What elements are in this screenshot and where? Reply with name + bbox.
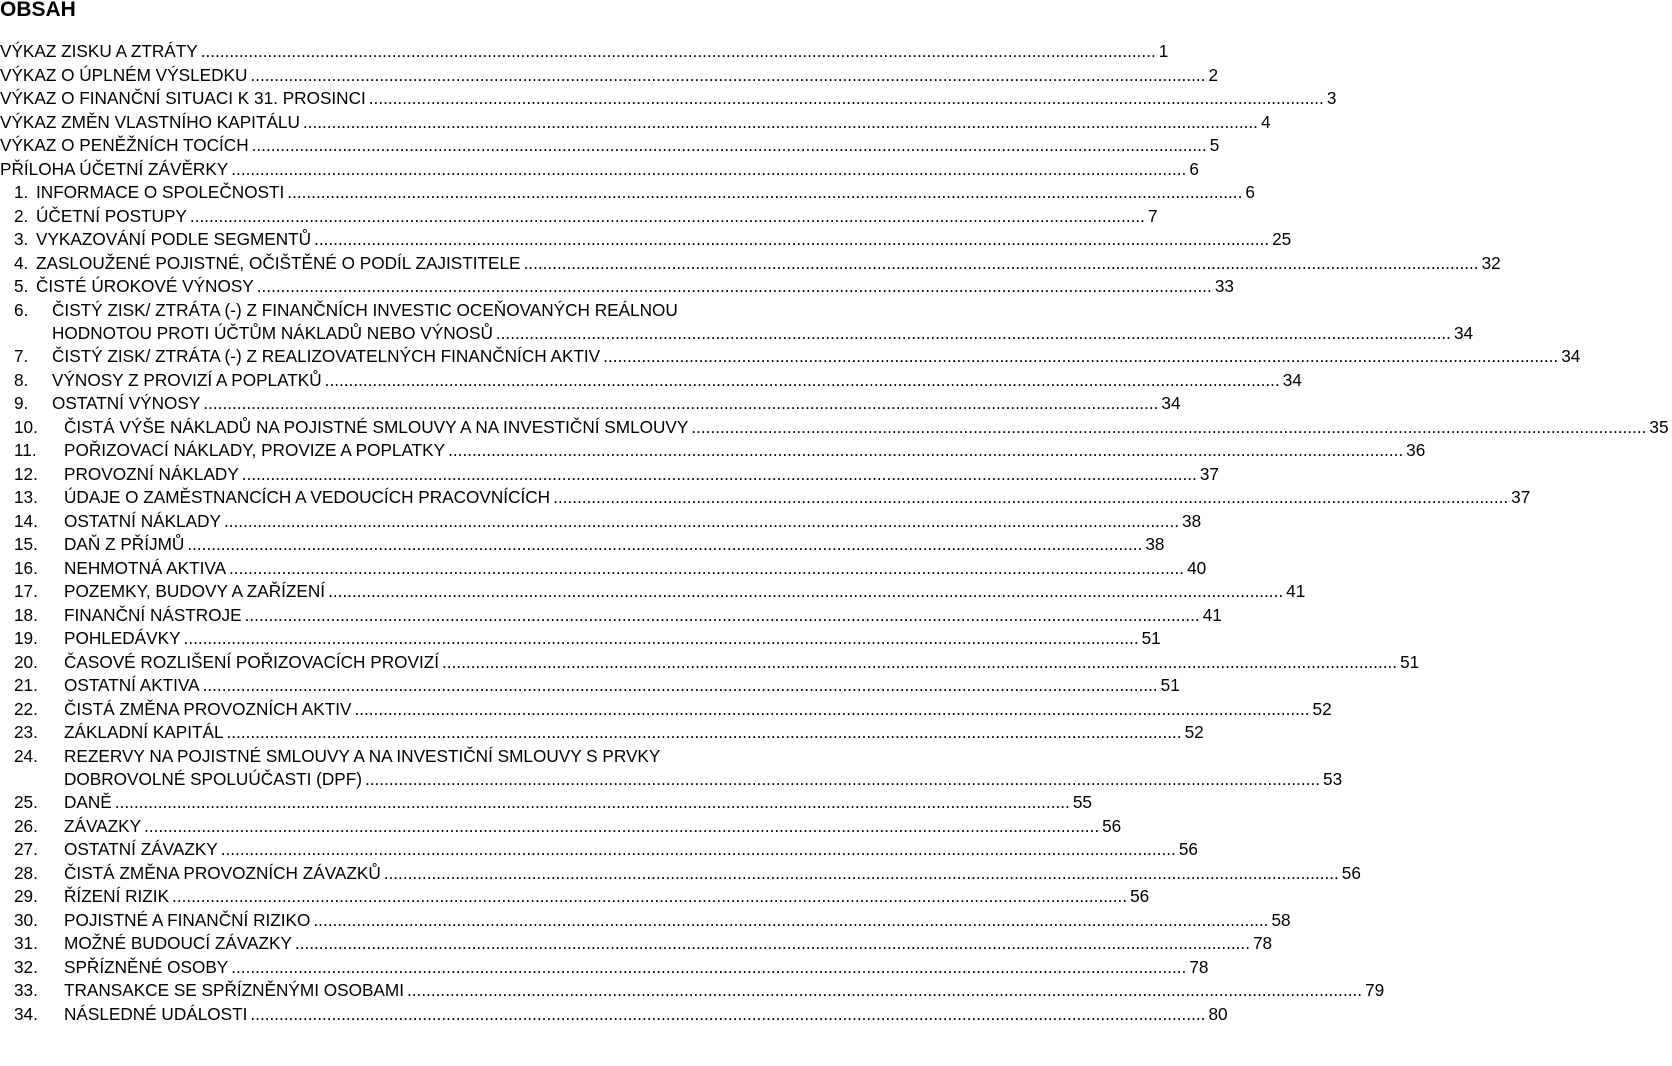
toc-entry[interactable] <box>0 392 1181 416</box>
toc-entry[interactable] <box>0 345 1581 369</box>
toc-entry-number: 2. <box>14 205 29 226</box>
toc-entry-number: 32. <box>14 956 38 977</box>
toc-leader-dots <box>201 40 1156 64</box>
toc-entry[interactable] <box>0 463 1219 487</box>
toc-entry-number: 24. <box>14 745 38 766</box>
toc-entry-title: NÁSLEDNÉ UDÁLOSTI <box>64 1003 248 1024</box>
toc-entry[interactable] <box>0 862 1361 886</box>
toc-entry[interactable] <box>0 745 1343 792</box>
toc-entry[interactable] <box>0 181 1255 205</box>
toc-entry-page: 6 <box>1189 158 1199 179</box>
toc-entry-page: 2 <box>1208 64 1219 85</box>
toc-entry-page: 5 <box>1209 135 1220 155</box>
toc-entry-title: ZÁVAZKY <box>64 815 142 836</box>
toc-entry-title: ÚČETNÍ POSTUPY <box>36 205 187 226</box>
toc-leader-dots <box>448 439 1403 463</box>
toc-leader-dots <box>691 416 1646 440</box>
toc-entry-title: DANĚ <box>64 792 112 812</box>
toc-entry-page: 38 <box>1145 534 1165 554</box>
toc-entry[interactable] <box>0 909 1291 933</box>
toc-entry-title: OSTATNÍ VÝNOSY <box>52 393 201 413</box>
toc-entry-page: 33 <box>1214 276 1234 296</box>
toc-leader-dots <box>190 205 1145 229</box>
toc-entry-number: 5. <box>14 276 29 296</box>
toc-entry-title: ČISTÝ ZISK/ ZTRÁTA (-) Z FINANČNÍCH INVESTIC OCEŇOVANÝCH REÁLNOU <box>52 299 678 320</box>
toc-entry-title: INFORMACE O SPOLEČNOSTI <box>36 182 285 202</box>
toc-entry-title: MOŽNÉ BUDOUCÍ ZÁVAZKY <box>64 933 292 953</box>
toc-leader-dots <box>553 486 1508 510</box>
toc-entry-number: 18. <box>14 604 38 625</box>
toc-leader-dots <box>354 698 1309 722</box>
toc-entry-page: 51 <box>1400 651 1420 672</box>
toc-entry[interactable] <box>0 979 1385 1003</box>
toc-entry-title: PŘÍLOHA ÚČETNÍ ZÁVĚRKY <box>0 158 229 179</box>
toc-entry-number: 19. <box>14 628 38 648</box>
toc-entry-title: POJISTNÉ A FINANČNÍ RIZIKO <box>64 909 311 930</box>
toc-entry-title: DAŇ Z PŘÍJMŮ <box>64 534 185 554</box>
table-of-contents <box>0 40 1669 1026</box>
toc-entry-page: 6 <box>1245 182 1255 202</box>
toc-entry-title: ČISTÁ ZMĚNA PROVOZNÍCH ZÁVAZKŮ <box>64 862 381 883</box>
toc-leader-dots <box>407 979 1362 1003</box>
toc-entry-page: 52 <box>1312 698 1332 719</box>
toc-entry-text <box>64 745 1345 792</box>
toc-leader-dots <box>314 228 1269 252</box>
toc-entry-page: 1 <box>1158 41 1169 61</box>
toc-entry[interactable] <box>0 956 1209 980</box>
toc-entry-title: ČISTÁ ZMĚNA PROVOZNÍCH AKTIV <box>64 698 352 719</box>
toc-entry-page: 37 <box>1511 487 1531 507</box>
toc-entry-number: 30. <box>14 909 38 930</box>
toc-leader-dots <box>384 862 1339 886</box>
toc-entry-title: VÝNOSY Z PROVIZÍ A POPLATKŮ <box>52 369 322 390</box>
toc-entry[interactable] <box>0 134 1220 158</box>
toc-entry-title-continued: HODNOTOU PROTI ÚČTŮM NÁKLADŮ NEBO VÝNOSŮ <box>52 322 493 343</box>
toc-entry[interactable] <box>0 486 1531 510</box>
toc-entry-title: OSTATNÍ NÁKLADY <box>64 510 221 531</box>
toc-entry-title: FINANČNÍ NÁSTROJE <box>64 604 242 625</box>
toc-entry-title: NEHMOTNÁ AKTIVA <box>64 557 227 578</box>
toc-entry-number: 25. <box>14 792 38 812</box>
toc-entry[interactable] <box>0 205 1158 229</box>
toc-entry[interactable] <box>0 651 1420 675</box>
toc-entry-continuation <box>64 768 1345 792</box>
toc-entry[interactable] <box>0 275 1234 299</box>
toc-entry-number: 33. <box>14 980 38 1000</box>
toc-leader-dots <box>224 510 1179 534</box>
toc-entry-title: VÝKAZ ZMĚN VLASTNÍHO KAPITÁLU <box>0 111 300 132</box>
toc-entry-number: 10. <box>14 416 38 437</box>
toc-entry-number: 26. <box>14 815 38 836</box>
toc-leader-dots <box>328 580 1283 604</box>
toc-entry-number: 14. <box>14 510 38 531</box>
toc-entry-page: 3 <box>1326 88 1337 108</box>
toc-entry-number: 13. <box>14 487 38 507</box>
toc-entry-title: ÚDAJE O ZAMĚSTNANCÍCH A VEDOUCÍCH PRACOVNÍCÍCH <box>64 487 551 507</box>
toc-entry-number: 1. <box>14 182 29 202</box>
toc-entry-title-continued: DOBROVOLNÉ SPOLUÚČASTI (DPF) <box>64 768 362 789</box>
toc-entry-number: 28. <box>14 862 38 883</box>
toc-entry[interactable] <box>0 40 1169 64</box>
toc-entry-number: 6. <box>14 299 29 320</box>
toc-entry-page: 34 <box>1282 369 1302 390</box>
toc-leader-dots <box>257 275 1212 299</box>
toc-entry-page: 38 <box>1182 510 1202 531</box>
toc-entry-number: 23. <box>14 722 38 742</box>
toc-leader-dots <box>245 604 1200 628</box>
toc-leader-dots <box>187 533 1142 557</box>
toc-entry-page: 79 <box>1365 980 1385 1000</box>
toc-leader-dots <box>221 838 1176 862</box>
toc-entry[interactable] <box>0 1003 1228 1027</box>
toc-leader-dots <box>524 252 1479 276</box>
toc-entry-title: VÝKAZ O PENĚŽNÍCH TOCÍCH <box>0 135 249 155</box>
toc-entry-title: OSTATNÍ AKTIVA <box>64 675 200 695</box>
toc-leader-dots <box>115 791 1070 815</box>
toc-entry-title: ČISTÝ ZISK/ ZTRÁTA (-) Z REALIZOVATELNÝCH FINANČNÍCH AKTIV <box>52 346 601 366</box>
toc-leader-dots <box>325 369 1280 393</box>
toc-entry-page: 40 <box>1187 557 1207 578</box>
toc-entry-title: TRANSAKCE SE SPŘÍZNĚNÝMI OSOBAMI <box>64 980 404 1000</box>
toc-leader-dots <box>231 956 1186 980</box>
toc-entry-number: 7. <box>14 346 29 366</box>
toc-entry[interactable] <box>0 439 1426 463</box>
toc-entry-title: ZÁKLADNÍ KAPITÁL <box>64 722 224 742</box>
toc-entry-page: 32 <box>1481 252 1501 273</box>
toc-entry-page: 80 <box>1208 1003 1228 1024</box>
toc-leader-dots <box>250 1003 1205 1027</box>
toc-entry-page: 7 <box>1147 205 1158 226</box>
toc-entry-number: 3. <box>14 229 29 249</box>
toc-leader-dots <box>295 932 1250 956</box>
toc-entry-title: ŘÍZENÍ RIZIK <box>64 886 170 906</box>
toc-entry-title: VYKAZOVÁNÍ PODLE SEGMENTŮ <box>36 229 312 249</box>
toc-leader-dots <box>365 768 1320 792</box>
toc-entry-title: POŘIZOVACÍ NÁKLADY, PROVIZE A POPLATKY <box>64 440 446 460</box>
toc-entry-page: 51 <box>1141 628 1161 648</box>
toc-entry-page: 41 <box>1202 604 1222 625</box>
toc-leader-dots <box>231 158 1186 182</box>
toc-leader-dots <box>144 815 1099 839</box>
toc-entry-number: 15. <box>14 534 38 554</box>
toc-entry[interactable] <box>0 416 1669 440</box>
toc-entry[interactable] <box>0 299 1474 346</box>
toc-entry-title: ČISTÉ ÚROKOVÉ VÝNOSY <box>36 276 254 296</box>
toc-entry[interactable] <box>0 158 1199 182</box>
toc-entry-page: 34 <box>1161 393 1181 413</box>
toc-entry[interactable] <box>0 111 1271 135</box>
toc-entry-number: 31. <box>14 933 38 953</box>
toc-entry-page: 35 <box>1649 416 1669 437</box>
toc-entry-page: 36 <box>1406 440 1426 460</box>
toc-entry-number: 8. <box>14 369 29 390</box>
toc-entry-title: SPŘÍZNĚNÉ OSOBY <box>64 956 229 977</box>
toc-entry-page: 58 <box>1271 909 1291 930</box>
toc-entry-page: 78 <box>1189 956 1209 977</box>
toc-leader-dots <box>287 181 1242 205</box>
toc-entry[interactable] <box>0 228 1292 252</box>
toc-entry-title: VÝKAZ ZISKU A ZTRÁTY <box>0 41 198 61</box>
toc-entry[interactable] <box>0 369 1302 393</box>
toc-entry-page: 25 <box>1272 229 1292 249</box>
toc-entry-title: REZERVY NA POJISTNÉ SMLOUVY A NA INVESTIČNÍ SMLOUVY S PRVKY <box>64 745 661 766</box>
toc-entry[interactable] <box>0 791 1092 815</box>
toc-entry[interactable] <box>0 510 1202 534</box>
toc-leader-dots <box>303 111 1258 135</box>
toc-leader-dots <box>496 322 1451 346</box>
toc-leader-dots <box>184 627 1139 651</box>
toc-entry[interactable] <box>0 580 1306 604</box>
toc-entry-title: ČASOVÉ ROZLIŠENÍ POŘIZOVACÍCH PROVIZÍ <box>64 651 440 672</box>
toc-entry-title: ČISTÁ VÝŠE NÁKLADŮ NA POJISTNÉ SMLOUVY A NA INVESTIČNÍ SMLOUVY <box>64 416 689 437</box>
toc-entry[interactable] <box>0 838 1198 862</box>
toc-entry[interactable] <box>0 627 1161 651</box>
toc-entry-title: POZEMKY, BUDOVY A ZAŘÍZENÍ <box>64 581 326 601</box>
toc-entry[interactable] <box>0 932 1273 956</box>
toc-entry[interactable] <box>0 252 1501 276</box>
toc-entry-number: 20. <box>14 651 38 672</box>
toc-entry[interactable] <box>0 698 1332 722</box>
toc-leader-dots <box>603 345 1558 369</box>
toc-entry[interactable] <box>0 64 1219 88</box>
toc-entry-title: ZASLOUŽENÉ POJISTNÉ, OČIŠTĚNÉ O PODÍL ZAJISTITELE <box>36 252 521 273</box>
toc-entry-page: 53 <box>1323 768 1343 789</box>
toc-entry[interactable] <box>0 604 1222 628</box>
toc-entry-page: 4 <box>1260 111 1271 132</box>
toc-entry[interactable] <box>0 674 1180 698</box>
toc-entry-number: 9. <box>14 393 29 413</box>
toc-leader-dots <box>203 674 1158 698</box>
toc-entry-number: 16. <box>14 557 38 578</box>
toc-entry-page: 37 <box>1199 463 1219 484</box>
toc-entry-title: OSTATNÍ ZÁVAZKY <box>64 839 218 859</box>
toc-entry-page: 56 <box>1178 839 1198 859</box>
toc-entry-page: 56 <box>1341 862 1361 883</box>
toc-leader-dots <box>442 651 1397 675</box>
toc-entry-page: 34 <box>1561 346 1581 366</box>
toc-entry-number: 27. <box>14 839 38 859</box>
toc-entry-page: 52 <box>1184 722 1204 742</box>
toc-entry-number: 29. <box>14 886 38 906</box>
toc-entry[interactable] <box>0 721 1204 745</box>
toc-entry-number: 4. <box>14 252 29 273</box>
toc-entry-page: 56 <box>1130 886 1150 906</box>
toc-entry-page: 41 <box>1286 581 1306 601</box>
toc-leader-dots <box>242 463 1197 487</box>
toc-entry-page: 55 <box>1072 792 1092 812</box>
toc-entry-number: 11. <box>14 440 37 460</box>
toc-entry-page: 51 <box>1160 675 1180 695</box>
toc-entry-title: POHLEDÁVKY <box>64 628 181 648</box>
toc-entry-page: 78 <box>1252 933 1273 953</box>
toc-entry[interactable] <box>0 87 1337 111</box>
toc-entry-number: 22. <box>14 698 38 719</box>
toc-entry[interactable] <box>0 533 1165 557</box>
toc-entry-title: PROVOZNÍ NÁKLADY <box>64 463 239 484</box>
toc-entry-number: 34. <box>14 1003 38 1024</box>
toc-entry-page: 34 <box>1453 322 1474 343</box>
toc-entry-text <box>52 299 1476 346</box>
toc-leader-dots <box>250 64 1205 88</box>
toc-entry-page: 56 <box>1102 815 1122 836</box>
toc-entry-number: 12. <box>14 463 38 484</box>
toc-entry-number: 17. <box>14 581 38 601</box>
toc-entry-number: 21. <box>14 675 38 695</box>
toc-leader-dots <box>252 134 1207 158</box>
toc-leader-dots <box>229 557 1184 581</box>
toc-entry-title: VÝKAZ O ÚPLNÉM VÝSLEDKU <box>0 64 248 85</box>
toc-entry[interactable] <box>0 815 1122 839</box>
toc-entry[interactable] <box>0 557 1207 581</box>
page-title: OBSAH <box>0 0 76 21</box>
toc-leader-dots <box>203 392 1158 416</box>
toc-leader-dots <box>227 721 1182 745</box>
toc-leader-dots <box>313 909 1268 933</box>
toc-entry[interactable] <box>0 885 1150 909</box>
toc-entry-continuation <box>52 322 1476 346</box>
toc-entry-title: VÝKAZ O FINANČNÍ SITUACI K 31. PROSINCI <box>0 88 366 108</box>
toc-leader-dots <box>369 87 1324 111</box>
toc-leader-dots <box>172 885 1127 909</box>
